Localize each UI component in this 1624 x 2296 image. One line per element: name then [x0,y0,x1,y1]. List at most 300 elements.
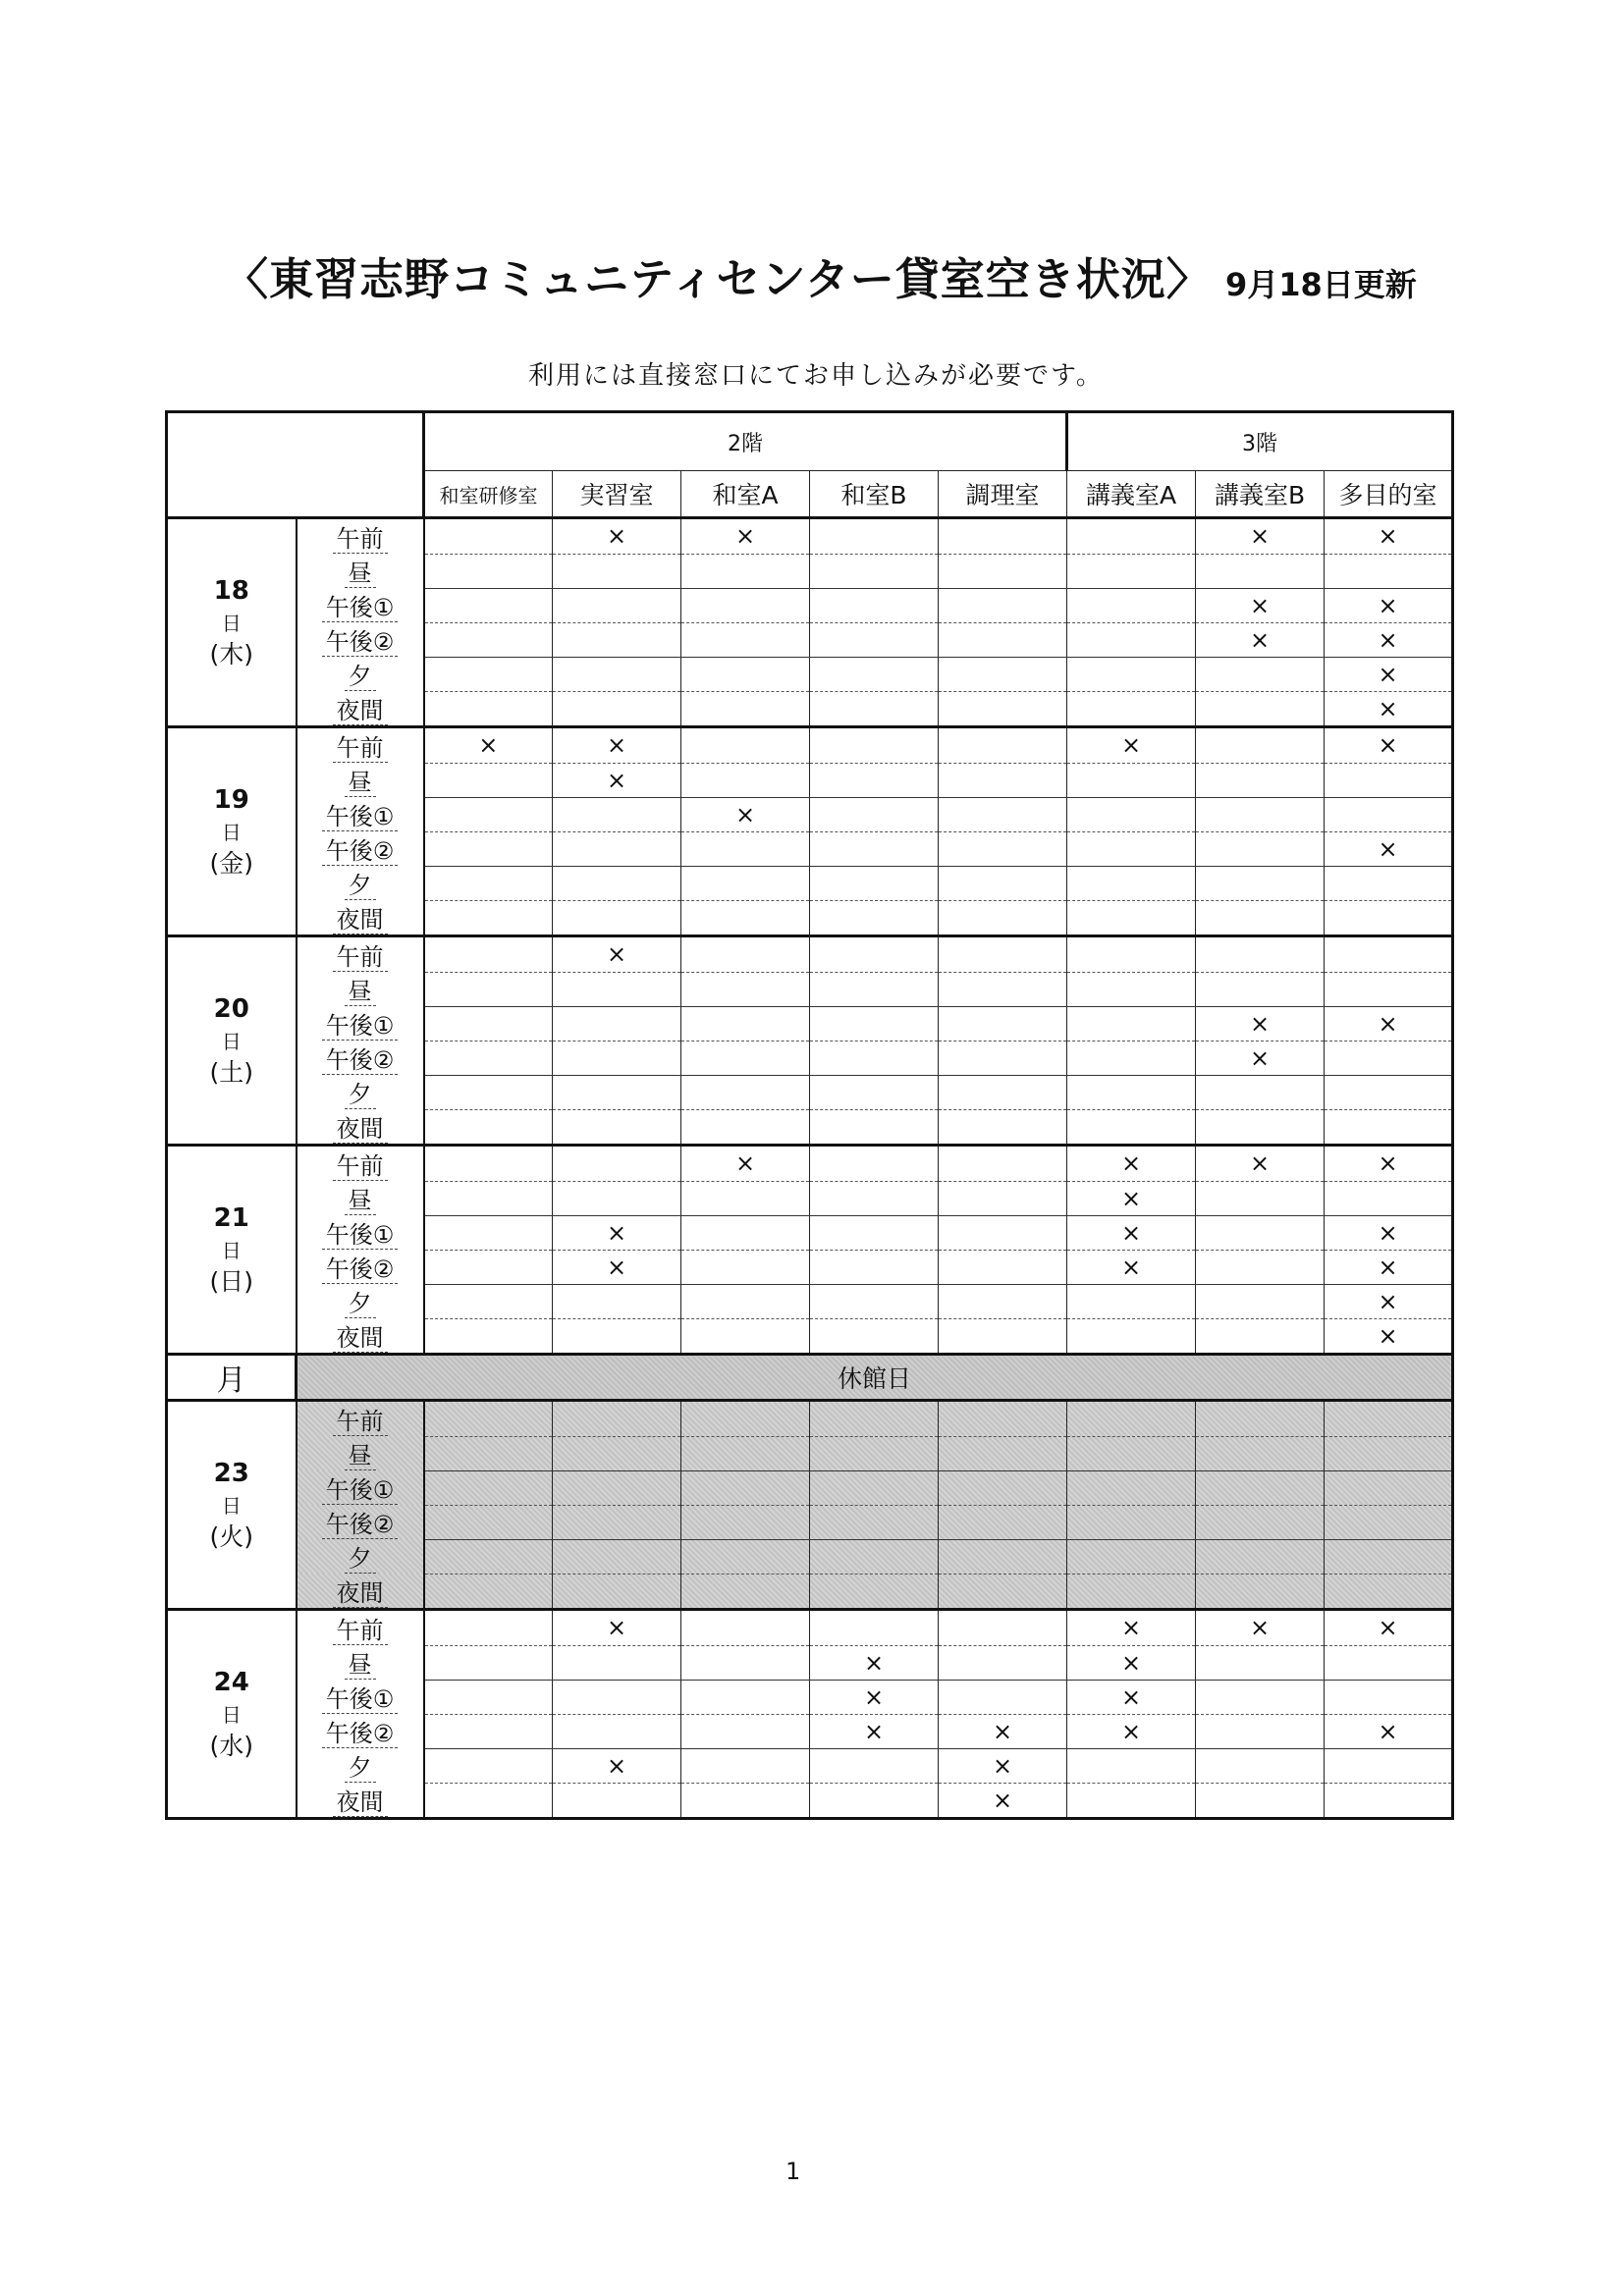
availability-cell [1196,691,1325,727]
page-number: 1 [785,2158,801,2185]
availability-cell [810,518,939,555]
availability-cell [810,1610,939,1646]
day-label [167,518,297,727]
availability-cell [424,1574,553,1610]
availability-cell [939,797,1067,831]
availability-cell [810,797,939,831]
availability-cell [939,1574,1067,1610]
table-row [167,657,1453,691]
table-row [167,1401,1453,1437]
availability-cell [1196,866,1325,900]
time-slot [297,622,424,657]
availability-cell [1196,727,1325,764]
availability-cell [424,1041,553,1075]
availability-cell [681,1075,810,1109]
availability-cell [424,936,553,973]
availability-cell [939,1680,1067,1714]
closed-day-text: 休館日 [297,1355,1453,1401]
availability-cell [1325,1075,1453,1109]
table-row [167,1318,1453,1355]
availability-cell [553,1318,681,1355]
availability-cell [553,1146,681,1182]
table-row [167,588,1453,622]
table-row [167,797,1453,831]
booked-mark: × [1067,1610,1196,1646]
weekday: (木) [209,639,253,668]
availability-cell [553,554,681,588]
time-slot [297,1680,424,1714]
availability-cell [939,1318,1067,1355]
weekday: (水) [209,1731,253,1760]
day-number: 24 [213,1668,249,1698]
availability-cell [1325,797,1453,831]
booked-mark: × [1325,518,1453,555]
time-slot [297,1748,424,1783]
availability-cell [553,1109,681,1146]
time-slot [297,588,424,622]
availability-cell [681,1505,810,1539]
day-label [167,727,297,936]
time-slot-label: 夕 [345,872,376,900]
availability-cell [553,831,681,866]
time-slot-label: 午後② [322,1046,399,1075]
availability-cell [1067,518,1196,555]
booked-mark: × [1325,727,1453,764]
weekday: (火) [209,1522,253,1551]
availability-cell [810,1401,939,1437]
time-slot [297,1284,424,1318]
time-slot [297,763,424,797]
availability-cell [810,1748,939,1783]
time-slot-label: 午後② [322,1720,399,1748]
time-slot-label: 夜間 [333,1579,388,1608]
availability-cell [424,1250,553,1284]
booked-mark: × [553,1610,681,1646]
day-number: 20 [213,994,249,1025]
availability-cell [1325,900,1453,936]
booked-mark: × [1196,1146,1325,1182]
availability-cell [1196,1470,1325,1505]
day-label [167,936,297,1146]
booked-mark: × [1067,727,1196,764]
availability-cell [424,972,553,1006]
availability-cell [424,1505,553,1539]
table-row [167,1041,1453,1075]
availability-cell [1196,1645,1325,1680]
availability-cell [1067,691,1196,727]
availability-cell [939,1539,1067,1574]
booked-mark: × [939,1783,1067,1819]
time-slot-label: 午後① [322,1012,399,1041]
availability-cell [1196,831,1325,866]
day-suffix: 日 [221,611,242,635]
time-slot [297,1318,424,1355]
time-slot [297,936,424,973]
availability-cell [424,866,553,900]
availability-cell [1067,1401,1196,1437]
availability-cell [1325,1109,1453,1146]
time-slot-label: 午前 [333,943,388,972]
booked-mark: × [681,797,810,831]
time-slot [297,1146,424,1182]
availability-cell [424,657,553,691]
availability-cell [681,1714,810,1748]
booked-mark: × [1325,1006,1453,1041]
availability-cell [681,1610,810,1646]
day-number: 23 [213,1459,249,1489]
availability-cell [939,1645,1067,1680]
availability-cell [424,622,553,657]
availability-cell [1196,1401,1325,1437]
availability-cell [681,1783,810,1819]
availability-cell [1196,1748,1325,1783]
updated-date: 9月18日更新 [1225,266,1417,303]
availability-cell [1196,1250,1325,1284]
availability-cell [939,831,1067,866]
availability-cell [553,797,681,831]
table-row [167,1146,1453,1182]
time-slot [297,1470,424,1505]
day-number: 19 [213,785,249,816]
time-slot-label: 夜間 [333,697,388,725]
availability-cell [810,1470,939,1505]
availability-cell [1196,554,1325,588]
availability-cell [939,1284,1067,1318]
time-slot [297,1181,424,1215]
day-label [167,1401,297,1610]
availability-cell [681,936,810,973]
availability-cell [681,691,810,727]
time-slot [297,1714,424,1748]
availability-cell [553,1470,681,1505]
availability-cell [553,1041,681,1075]
availability-cell [553,1181,681,1215]
availability-cell [681,657,810,691]
booked-mark: × [553,1250,681,1284]
availability-cell [810,831,939,866]
availability-cell [810,1574,939,1610]
booked-mark: × [1196,588,1325,622]
availability-cell [424,1714,553,1748]
table-row [167,1284,1453,1318]
availability-cell [1325,1181,1453,1215]
availability-cell [553,866,681,900]
time-slot-label: 午前 [333,525,388,554]
notice-text: 利用には直接窓口にてお申し込みが必要です。 [528,361,1104,391]
time-slot [297,1401,424,1437]
booked-mark: × [553,1748,681,1783]
booked-mark: × [1067,1250,1196,1284]
availability-cell [1196,972,1325,1006]
availability-cell [1196,1284,1325,1318]
availability-cell [553,622,681,657]
room-header: 多目的室 [1325,471,1453,518]
availability-cell [1196,1436,1325,1470]
availability-cell [939,1006,1067,1041]
availability-cell [1067,1436,1196,1470]
booked-mark: × [1325,1714,1453,1748]
time-slot [297,518,424,555]
time-slot [297,1109,424,1146]
availability-cell [553,1284,681,1318]
table-row [167,727,1453,764]
availability-cell [681,1401,810,1437]
table-row [167,1181,1453,1215]
availability-cell [1196,1680,1325,1714]
time-slot-label: 昼 [345,978,376,1006]
time-slot-label: 夕 [345,1545,376,1574]
availability-cell [810,763,939,797]
availability-cell [1325,1574,1453,1610]
availability-cell [939,727,1067,764]
availability-cell [1325,1470,1453,1505]
availability-cell [1325,1783,1453,1819]
availability-cell [1196,936,1325,973]
availability-cell [1067,1318,1196,1355]
availability-cell [553,1075,681,1109]
availability-cell [1067,1783,1196,1819]
availability-cell [1067,866,1196,900]
availability-cell [1325,1505,1453,1539]
time-slot-label: 午後② [322,1255,399,1284]
availability-cell [424,1610,553,1646]
booked-mark: × [1325,622,1453,657]
availability-cell [1067,622,1196,657]
availability-cell [681,1284,810,1318]
availability-cell [1325,1436,1453,1470]
booked-mark: × [1325,1610,1453,1646]
time-slot [297,972,424,1006]
time-slot-label: 午前 [333,734,388,763]
time-slot [297,1075,424,1109]
availability-cell [1067,936,1196,973]
closed-day-label: 月 [167,1355,297,1401]
availability-cell [1067,1748,1196,1783]
room-header: 講義室A [1067,471,1196,518]
availability-cell [1067,1284,1196,1318]
availability-cell [810,1783,939,1819]
time-slot-label: 午後② [322,628,399,657]
table-row [167,866,1453,900]
day-label [167,1610,297,1819]
booked-mark: × [1325,1215,1453,1250]
table-row [167,1505,1453,1539]
booked-mark: × [1067,1215,1196,1250]
availability-cell [1325,763,1453,797]
booked-mark: × [553,727,681,764]
table-row [167,1250,1453,1284]
time-slot [297,1215,424,1250]
availability-cell [681,900,810,936]
booked-mark: × [681,518,810,555]
availability-cell [810,1146,939,1182]
availability-cell [681,554,810,588]
table-row [167,1470,1453,1505]
day-suffix: 日 [221,1029,242,1053]
availability-cell [1067,1574,1196,1610]
availability-cell [424,763,553,797]
table-row [167,1783,1453,1819]
availability-cell [553,588,681,622]
time-slot-label: 夜間 [333,1115,388,1144]
availability-cell [1067,972,1196,1006]
booked-mark: × [681,1146,810,1182]
availability-cell [1325,1680,1453,1714]
booked-mark: × [553,1215,681,1250]
time-slot-label: 午前 [333,1617,388,1645]
table-row [167,1610,1453,1646]
booked-mark: × [810,1680,939,1714]
availability-cell [939,936,1067,973]
availability-cell [424,1109,553,1146]
availability-cell [939,1250,1067,1284]
table-row [167,1680,1453,1714]
availability-cell [810,657,939,691]
weekday: (日) [209,1266,253,1296]
availability-cell [681,727,810,764]
availability-cell [1067,763,1196,797]
availability-cell [810,866,939,900]
time-slot [297,554,424,588]
availability-cell [1196,900,1325,936]
booked-mark: × [424,727,553,764]
availability-cell [553,1574,681,1610]
room-header: 和室研修室 [424,471,553,518]
table-row [167,1215,1453,1250]
availability-cell [1196,657,1325,691]
time-slot-label: 午後② [322,1511,399,1539]
time-slot-label: 午後① [322,594,399,622]
availability-cell [553,1006,681,1041]
room-header: 和室B [810,471,939,518]
table-row [167,972,1453,1006]
availability-cell [424,1470,553,1505]
availability-cell [424,1181,553,1215]
availability-cell [424,1783,553,1819]
availability-cell [1196,1714,1325,1748]
availability-cell [424,1284,553,1318]
availability-cell [810,1181,939,1215]
time-slot [297,657,424,691]
availability-cell [681,763,810,797]
page-title: 〈東習志野コミュニティセンター貸室空き状況〉 [224,253,1212,305]
availability-cell [424,588,553,622]
availability-cell [1196,1215,1325,1250]
availability-cell [939,657,1067,691]
booked-mark: × [939,1714,1067,1748]
table-row [167,1006,1453,1041]
time-slot [297,1574,424,1610]
availability-cell [681,831,810,866]
availability-cell [1196,797,1325,831]
booked-mark: × [1196,1041,1325,1075]
availability-cell [553,657,681,691]
time-slot-label: 昼 [345,1187,376,1215]
availability-cell [939,1146,1067,1182]
weekday: (土) [209,1057,253,1087]
availability-cell [1067,797,1196,831]
time-slot-label: 夕 [345,1754,376,1783]
time-slot [297,1041,424,1075]
availability-cell [424,1075,553,1109]
availability-cell [1325,936,1453,973]
availability-cell [1067,588,1196,622]
availability-cell [1196,1539,1325,1574]
booked-mark: × [1325,831,1453,866]
availability-cell [553,1436,681,1470]
availability-cell [939,554,1067,588]
availability-cell [424,1748,553,1783]
availability-cell [1067,1505,1196,1539]
availability-cell [810,1041,939,1075]
availability-cell [1067,1470,1196,1505]
booked-mark: × [1196,518,1325,555]
booked-mark: × [1196,1610,1325,1646]
time-slot [297,1006,424,1041]
availability-cell [1067,831,1196,866]
availability-cell [939,972,1067,1006]
time-slot [297,900,424,936]
time-slot-label: 午後① [322,803,399,831]
booked-mark: × [1067,1645,1196,1680]
availability-cell [939,1041,1067,1075]
availability-cell [424,1539,553,1574]
availability-cell [1325,1041,1453,1075]
table-row [167,1714,1453,1748]
availability-cell [424,1645,553,1680]
availability-cell [939,1470,1067,1505]
availability-cell [810,1284,939,1318]
day-suffix: 日 [221,820,242,844]
availability-cell [681,1748,810,1783]
availability-cell [553,972,681,1006]
availability-cell [939,588,1067,622]
availability-cell [424,518,553,555]
table-row [167,1645,1453,1680]
booked-mark: × [810,1714,939,1748]
availability-cell [1325,1645,1453,1680]
availability-cell [553,1645,681,1680]
availability-cell [810,972,939,1006]
room-header: 講義室B [1196,471,1325,518]
availability-cell [681,1006,810,1041]
availability-cell [1067,1539,1196,1574]
availability-cell [1325,866,1453,900]
availability-cell [939,1505,1067,1539]
availability-cell [681,1470,810,1505]
booked-mark: × [1325,1146,1453,1182]
availability-cell [681,1041,810,1075]
time-slot [297,691,424,727]
time-slot [297,1436,424,1470]
booked-mark: × [1325,691,1453,727]
availability-cell [681,622,810,657]
availability-table [165,410,1454,1820]
availability-cell [1196,763,1325,797]
table-row [167,831,1453,866]
booked-mark: × [1067,1146,1196,1182]
table-row [167,622,1453,657]
availability-cell [681,1574,810,1610]
table-row [167,518,1453,555]
availability-cell [424,1146,553,1182]
availability-cell [810,727,939,764]
availability-cell [1325,1539,1453,1574]
availability-cell [810,1075,939,1109]
weekday: (金) [209,848,253,878]
booked-mark: × [1196,622,1325,657]
room-header: 和室A [681,471,810,518]
